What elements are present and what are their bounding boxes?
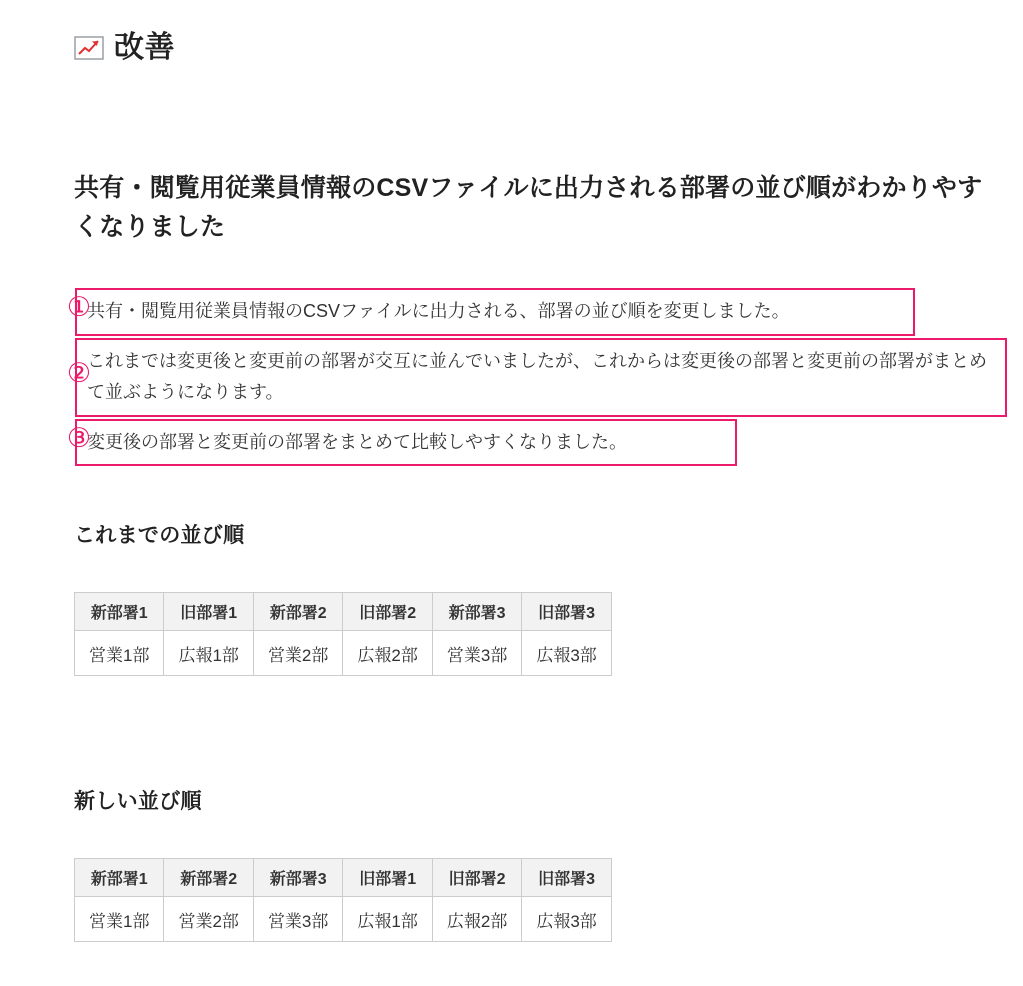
- annotation-marker-3: ③: [66, 422, 92, 454]
- table-header-cell: 旧部署3: [522, 859, 611, 897]
- annotation-marker-2: ②: [66, 357, 92, 389]
- table-cell: 営業3部: [253, 897, 342, 942]
- table-cell: 広報1部: [343, 897, 432, 942]
- table-header-cell: 旧部署1: [343, 859, 432, 897]
- table-cell: 営業1部: [75, 631, 164, 676]
- page-title: [74, 22, 175, 66]
- table-cell: 広報3部: [522, 631, 611, 676]
- table-cell: 広報2部: [432, 897, 521, 942]
- page-title-text: 改善: [114, 31, 175, 64]
- table-header-row: [75, 859, 612, 897]
- table-row: [75, 631, 612, 676]
- new-order-heading: 新しい並び順: [74, 790, 202, 813]
- table-header-cell: 旧部署2: [432, 859, 521, 897]
- table-header-cell: 新部署3: [253, 859, 342, 897]
- chart-increasing-icon: [74, 34, 104, 58]
- table-header-cell: 旧部署1: [164, 593, 253, 631]
- section-heading: 共有・閲覧用従業員情報のCSVファイルに出力される部署の並び順がわかりやすくなりました: [74, 173, 983, 241]
- annotation-text-1: 共有・閲覧用従業員情報のCSVファイルに出力される、部署の並び順を変更しました。: [75, 288, 915, 336]
- table-header-cell: 新部署3: [432, 593, 521, 631]
- table-header-cell: 新部署2: [164, 859, 253, 897]
- annotated-description-block: [62, 288, 1007, 468]
- table-header-cell: 新部署1: [75, 859, 164, 897]
- annotation-text-2: これまでは変更後と変更前の部署が交互に並んでいましたが、これからは変更後の部署と変更前の部署がまとめて並ぶようになります。: [75, 338, 1007, 417]
- old-order-heading: これまでの並び順: [74, 524, 245, 547]
- old-order-table: [74, 592, 612, 676]
- table-header-cell: 旧部署2: [343, 593, 432, 631]
- table-cell: 広報1部: [164, 631, 253, 676]
- annotation-row: [62, 419, 1007, 467]
- table-cell: 営業1部: [75, 897, 164, 942]
- table-cell: 営業3部: [432, 631, 521, 676]
- annotation-row: [62, 338, 1007, 417]
- table-cell: 営業2部: [253, 631, 342, 676]
- table-header-cell: 新部署2: [253, 593, 342, 631]
- table-header-row: [75, 593, 612, 631]
- new-order-table: [74, 858, 612, 942]
- annotation-text-3: 変更後の部署と変更前の部署をまとめて比較しやすくなりました。: [75, 419, 737, 467]
- table-header-cell: 新部署1: [75, 593, 164, 631]
- table-row: [75, 897, 612, 942]
- table-cell: 営業2部: [164, 897, 253, 942]
- annotation-marker-1: ①: [66, 292, 92, 323]
- table-cell: 広報2部: [343, 631, 432, 676]
- table-cell: 広報3部: [522, 897, 611, 942]
- table-header-cell: 旧部署3: [522, 593, 611, 631]
- annotation-row: [62, 288, 1007, 336]
